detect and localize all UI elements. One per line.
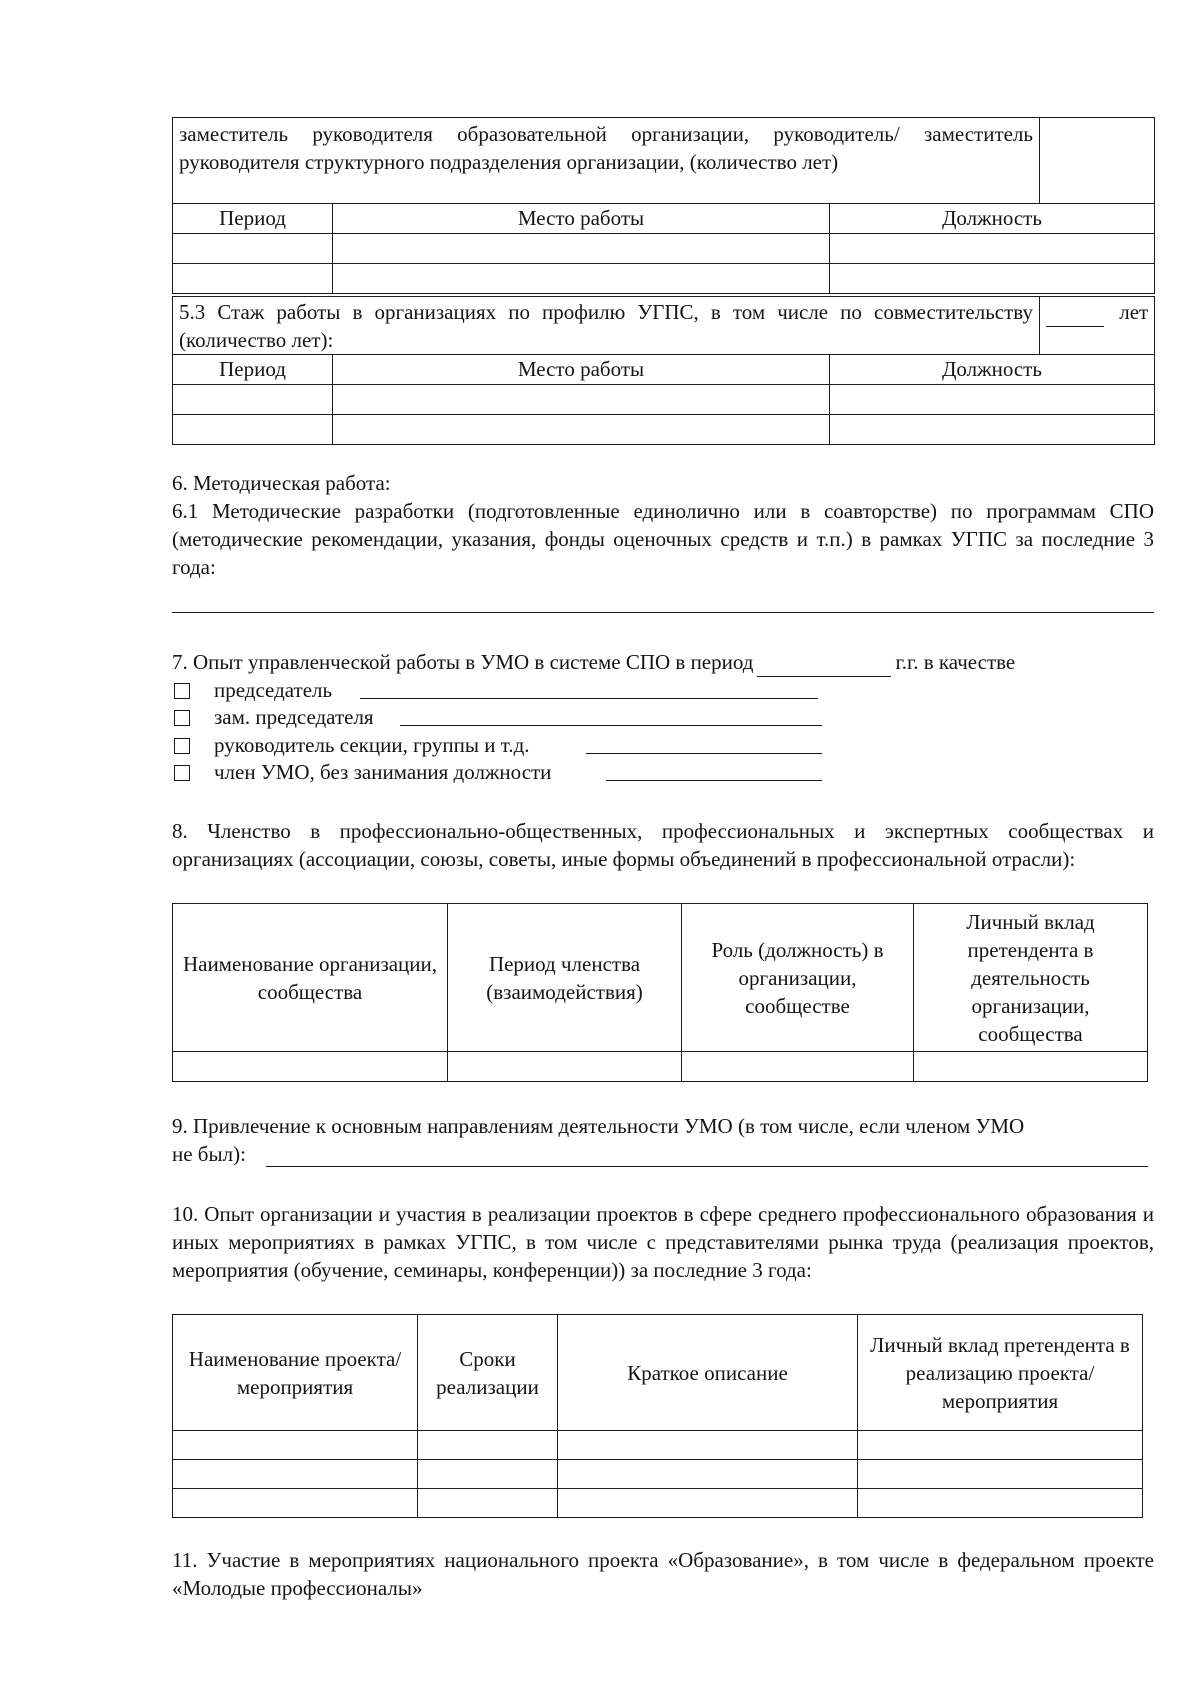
- header-project-name: Наименование проекта/мероприятия: [173, 1315, 418, 1431]
- project-cell[interactable]: [558, 1489, 858, 1518]
- section-9-text-line2: не был):: [172, 1142, 246, 1166]
- period-cell[interactable]: [173, 264, 333, 294]
- section-9-text-line1: 9. Привлечение к основным направлениям деятельности УМО (в том числе, если членом УМО: [172, 1114, 1025, 1138]
- option-chairman-label: председатель: [214, 678, 333, 702]
- checkbox-chairman[interactable]: [174, 683, 190, 699]
- header-personal-contribution: Личный вклад претендента в деятельность организации, сообщества: [914, 904, 1148, 1052]
- experience-table-ugps: [172, 296, 1155, 445]
- section-head-input-line[interactable]: [586, 753, 822, 754]
- header-description: Краткое описание: [558, 1315, 858, 1431]
- management-experience-heading: заместитель руководителя образовательной организации, руководитель/ заместитель руководителя структурного подразделения организации, (количество лет): [173, 118, 1040, 204]
- place-cell[interactable]: [333, 234, 830, 264]
- project-cell[interactable]: [173, 1460, 418, 1489]
- project-cell[interactable]: [558, 1460, 858, 1489]
- member-input-line[interactable]: [606, 780, 822, 781]
- period-cell[interactable]: [173, 415, 333, 445]
- membership-cell[interactable]: [682, 1052, 914, 1082]
- position-cell[interactable]: [830, 234, 1155, 264]
- chairman-input-line[interactable]: [360, 698, 818, 699]
- membership-cell[interactable]: [914, 1052, 1148, 1082]
- project-cell[interactable]: [173, 1431, 418, 1460]
- place-cell[interactable]: [333, 264, 830, 294]
- project-cell[interactable]: [418, 1431, 558, 1460]
- deputy-chairman-input-line[interactable]: [400, 725, 822, 726]
- project-cell[interactable]: [418, 1489, 558, 1518]
- col-place-header: Место работы: [333, 204, 830, 234]
- option-section-head-label: руководитель секции, группы и т.д.: [214, 733, 530, 757]
- option-member-label: член УМО, без занимания должности: [214, 760, 552, 784]
- membership-cell[interactable]: [173, 1052, 448, 1082]
- section-10-text: 10. Опыт организации и участия в реализации проектов в сфере среднего профессионального образования и иных мероприятиях в рамках УГПС, в том числе с представителями рынка труда (реализация проектов, мероприятия (обучение, семинары, конференции)) за последние 3 года:: [172, 1202, 1154, 1282]
- section-7-text: 7. Опыт управленческой работы в УМО в системе СПО в период: [172, 650, 754, 674]
- management-years-cell[interactable]: [1040, 118, 1155, 204]
- section-9-answer-line[interactable]: [266, 1166, 1148, 1167]
- col-position-header: Должность: [830, 204, 1155, 234]
- ugps-experience-heading: 5.3 Стаж работы в организациях по профилю УГПС, в том числе по совместительству (количество лет):: [173, 297, 1040, 355]
- place-cell[interactable]: [333, 385, 830, 415]
- option-deputy-chairman-label: зам. председателя: [214, 705, 374, 729]
- membership-table: [172, 903, 1148, 1082]
- header-organization-name: Наименование организации, сообщества: [173, 904, 448, 1052]
- project-cell[interactable]: [558, 1431, 858, 1460]
- col-period-header: Период: [173, 204, 333, 234]
- experience-table-management: [172, 117, 1155, 294]
- position-cell[interactable]: [830, 264, 1155, 294]
- years-input-line[interactable]: [1046, 298, 1104, 327]
- period-cell[interactable]: [173, 385, 333, 415]
- position-cell[interactable]: [830, 415, 1155, 445]
- section-7-line: [172, 648, 1154, 677]
- project-cell[interactable]: [173, 1489, 418, 1518]
- project-cell[interactable]: [858, 1431, 1143, 1460]
- project-cell[interactable]: [858, 1460, 1143, 1489]
- project-cell[interactable]: [858, 1489, 1143, 1518]
- place-cell[interactable]: [333, 415, 830, 445]
- section-6-1-text: 6.1 Методические разработки (подготовленные единолично или в соавторстве) по программам СПО (методические рекомендации, указания, фонды оценочных средств и т.п.) в рамках УГПС за последние 3 года:: [172, 499, 1154, 579]
- years-suffix: лет: [1119, 300, 1149, 324]
- section-7-suffix: г.г. в качестве: [895, 650, 1016, 674]
- header-membership-period: Период членства (взаимодействия): [448, 904, 682, 1052]
- section-6-answer-line[interactable]: [172, 612, 1154, 613]
- header-project-contribution: Личный вклад претендента в реализацию проекта/мероприятия: [858, 1315, 1143, 1431]
- checkbox-section-head[interactable]: [174, 738, 190, 754]
- checkbox-deputy-chairman[interactable]: [174, 710, 190, 726]
- header-role: Роль (должность) в организации, сообществе: [682, 904, 914, 1052]
- project-cell[interactable]: [418, 1460, 558, 1489]
- section-11-text: 11. Участие в мероприятиях национального проекта «Образование», в том числе в федеральном проекте «Молодые профессионалы»: [172, 1548, 1154, 1600]
- section-8-text: 8. Членство в профессионально-общественных, профессиональных и экспертных сообществах и организациях (ассоциации, союзы, советы, иные формы объединений в профессиональной отрасли):: [172, 819, 1154, 871]
- col-place-header: Место работы: [333, 355, 830, 385]
- col-period-header: Период: [173, 355, 333, 385]
- period-cell[interactable]: [173, 234, 333, 264]
- col-position-header: Должность: [830, 355, 1155, 385]
- checkbox-member[interactable]: [174, 765, 190, 781]
- projects-table: [172, 1314, 1143, 1518]
- period-input-line[interactable]: [757, 648, 891, 677]
- section-6-title: 6. Методическая работа:: [172, 471, 391, 495]
- header-timeline: Сроки реализации: [418, 1315, 558, 1431]
- membership-cell[interactable]: [448, 1052, 682, 1082]
- ugps-years-cell[interactable]: [1040, 297, 1155, 355]
- position-cell[interactable]: [830, 385, 1155, 415]
